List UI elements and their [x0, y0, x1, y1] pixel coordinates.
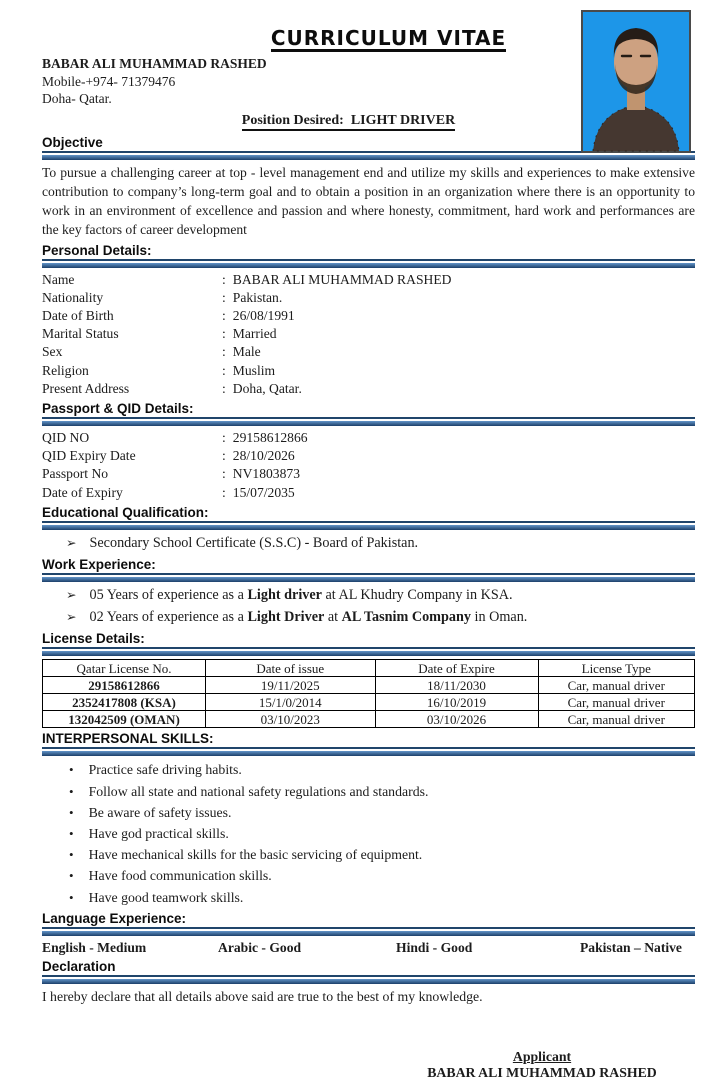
section-divider — [42, 573, 695, 582]
language-item-pakistan: Pakistan – Native — [580, 939, 682, 955]
detail-row-present-address — [42, 380, 695, 398]
license-issue-cell: 03/10/2023 — [206, 711, 376, 728]
work-item-role: Light driver — [247, 587, 322, 604]
work-item-text: 05 Years of experience as a — [89, 587, 248, 604]
languages-row — [42, 939, 695, 956]
personal-details-list — [42, 271, 695, 398]
skill-text: Have mechanical skills for the basic servicing of equipment. — [88, 847, 423, 863]
skill-text: Have god practical skills. — [88, 825, 229, 841]
position-desired-value: LIGHT DRIVER — [350, 112, 456, 128]
detail-value: 28/10/2026 — [232, 448, 295, 464]
detail-label: Name — [42, 271, 75, 287]
skill-text: Be aware of safety issues. — [88, 804, 232, 820]
education-item — [42, 533, 695, 555]
applicant-photo-image — [583, 12, 689, 151]
detail-value: NV1803873 — [232, 466, 300, 482]
detail-value: Male — [232, 344, 261, 360]
detail-row-marital-status — [42, 325, 695, 343]
skill-item — [42, 781, 695, 802]
detail-value: Married — [232, 326, 277, 342]
page-title: CURRICULUM VITAE — [270, 26, 507, 50]
section-divider — [42, 975, 695, 984]
work-item-text: in Oman. — [470, 608, 528, 625]
detail-colon: : — [222, 289, 226, 305]
detail-row-sex — [42, 343, 695, 361]
dot-bullet-icon: • — [69, 889, 74, 905]
work-experience-item — [42, 585, 695, 607]
section-heading-language-experience: Language Experience: — [42, 910, 187, 926]
detail-colon: : — [222, 484, 226, 500]
mobile-number: Mobile-+974- 71379476 — [42, 73, 176, 89]
signature-block — [407, 1049, 677, 1082]
license-table-header-row — [43, 660, 695, 677]
license-issue-cell: 19/11/2025 — [206, 677, 376, 694]
license-table — [42, 659, 695, 728]
detail-row-nationality — [42, 289, 695, 307]
license-number-cell: 2352417808 (KSA) — [43, 694, 206, 711]
license-expire-cell: 18/11/2030 — [375, 677, 538, 694]
declaration-text: I hereby declare that all details above said are true to the best of my knowledge. — [42, 988, 483, 1004]
detail-row-religion — [42, 362, 695, 380]
applicant-photo — [581, 10, 691, 153]
work-item-company: AL Tasnim Company — [341, 608, 471, 625]
detail-colon: : — [222, 380, 226, 396]
detail-value: BABAR ALI MUHAMMAD RASHED — [232, 271, 452, 287]
detail-label: Marital Status — [42, 326, 119, 342]
skill-text: Follow all state and national safety regulations and standards. — [88, 783, 429, 799]
license-col-header: Date of Expire — [375, 660, 538, 677]
detail-label: Passport No — [42, 466, 109, 482]
detail-label: Present Address — [42, 380, 130, 396]
dot-bullet-icon: • — [69, 847, 74, 863]
detail-colon: : — [222, 308, 226, 323]
detail-row-qid-no — [42, 429, 695, 447]
skill-item — [42, 887, 695, 908]
license-type-cell: Car, manual driver — [538, 711, 694, 728]
detail-label: Date of Birth — [42, 308, 114, 323]
position-desired — [242, 113, 455, 131]
section-heading-objective: Objective — [42, 134, 103, 150]
passport-details-list — [42, 429, 695, 502]
dot-bullet-icon: • — [69, 762, 74, 778]
detail-value: Pakistan. — [232, 289, 283, 305]
position-desired-row — [42, 113, 655, 129]
detail-colon: : — [222, 326, 226, 342]
detail-row-passport-no — [42, 465, 695, 483]
position-desired-label: Position Desired: — [241, 112, 344, 128]
license-col-header: Date of issue — [206, 660, 376, 677]
dot-bullet-icon: • — [69, 868, 74, 884]
section-heading-education: Educational Qualification: — [42, 504, 209, 520]
signature-name: BABAR ALI MUHAMMAD RASHED — [427, 1065, 657, 1081]
skill-text: Have good teamwork skills. — [88, 889, 244, 905]
skill-item — [42, 759, 695, 780]
skill-text: Have food communication skills. — [88, 868, 272, 884]
detail-value: 15/07/2035 — [232, 484, 295, 500]
work-item-role: Light Driver — [247, 608, 325, 625]
license-table-row — [43, 711, 695, 728]
arrow-bullet-icon: ➢ — [66, 535, 77, 550]
detail-colon: : — [222, 362, 226, 378]
license-expire-cell: 16/10/2019 — [375, 694, 538, 711]
section-divider — [42, 417, 695, 426]
detail-colon: : — [222, 448, 226, 464]
language-item-arabic: Arabic - Good — [218, 939, 302, 955]
detail-colon: : — [222, 271, 226, 287]
detail-row-qid-expiry — [42, 447, 695, 465]
detail-row-name — [42, 271, 695, 289]
address-line: Doha- Qatar. — [42, 91, 112, 107]
detail-row-date-of-birth — [42, 307, 695, 325]
detail-value: Doha, Qatar. — [232, 380, 302, 396]
detail-value: 29158612866 — [232, 430, 308, 446]
work-item-text: 02 Years of experience as a — [89, 608, 248, 625]
license-issue-cell: 15/1/0/2014 — [206, 694, 376, 711]
skills-list — [42, 759, 695, 907]
section-divider — [42, 521, 695, 530]
detail-label: Date of Expiry — [42, 484, 123, 500]
objective-text: To pursue a challenging career at top - level management end and utilize my skills and experiences to make extensive contribution to company’s long-term goal and to obtain a position in an organization where there is an opportunity to work in an environment of excellence and passion and where honesty, commitment, hard work and performances are the key factors of career development — [42, 164, 695, 238]
applicant-name: BABAR ALI MUHAMMAD RASHED — [42, 56, 267, 71]
detail-label: Nationality — [42, 289, 104, 305]
dot-bullet-icon: • — [69, 825, 74, 841]
detail-label: QID Expiry Date — [42, 448, 136, 464]
work-item-text: at AL Khudry Company in KSA. — [321, 587, 513, 604]
language-item-english: English - Medium — [42, 939, 147, 955]
skill-item — [42, 844, 695, 865]
license-table-row — [43, 694, 695, 711]
section-divider — [42, 747, 695, 756]
work-experience-item — [42, 607, 695, 629]
detail-colon: : — [222, 430, 226, 446]
detail-label: QID NO — [42, 430, 90, 446]
license-col-header: License Type — [538, 660, 694, 677]
license-col-header: Qatar License No. — [43, 660, 206, 677]
detail-label: Religion — [42, 362, 89, 378]
skill-text: Practice safe driving habits. — [88, 762, 242, 778]
detail-colon: : — [222, 466, 226, 482]
license-expire-cell: 03/10/2026 — [375, 711, 538, 728]
education-item-text: Secondary School Certificate (S.S.C) - Board of Pakistan. — [89, 534, 419, 551]
detail-value: Muslim — [232, 362, 276, 378]
section-heading-license-details: License Details: — [42, 631, 145, 647]
section-heading-personal-details: Personal Details: — [42, 242, 152, 258]
license-number-cell: 132042509 (OMAN) — [43, 711, 206, 728]
license-type-cell: Car, manual driver — [538, 677, 694, 694]
section-heading-declaration: Declaration — [42, 958, 116, 974]
arrow-bullet-icon: ➢ — [66, 609, 77, 624]
detail-value: 26/08/1991 — [232, 308, 295, 323]
section-heading-passport-qid: Passport & QID Details: — [42, 401, 194, 417]
section-divider — [42, 647, 695, 656]
language-item-hindi: Hindi - Good — [396, 939, 473, 955]
section-heading-work-experience: Work Experience: — [42, 557, 156, 573]
skill-item — [42, 802, 695, 823]
section-divider — [42, 259, 695, 268]
license-table-row — [43, 677, 695, 694]
arrow-bullet-icon: ➢ — [66, 588, 77, 603]
license-number-cell: 29158612866 — [43, 677, 206, 694]
dot-bullet-icon: • — [69, 804, 74, 820]
skill-item — [42, 823, 695, 844]
dot-bullet-icon: • — [69, 783, 74, 799]
license-type-cell: Car, manual driver — [538, 694, 694, 711]
section-divider — [42, 927, 695, 936]
skill-item — [42, 865, 695, 886]
detail-label: Sex — [42, 344, 63, 360]
detail-row-passport-expiry — [42, 484, 695, 502]
signature-label: Applicant — [512, 1048, 572, 1064]
section-heading-interpersonal-skills: INTERPERSONAL SKILLS: — [42, 731, 214, 747]
detail-colon: : — [222, 344, 226, 360]
work-item-text: at — [324, 608, 342, 625]
